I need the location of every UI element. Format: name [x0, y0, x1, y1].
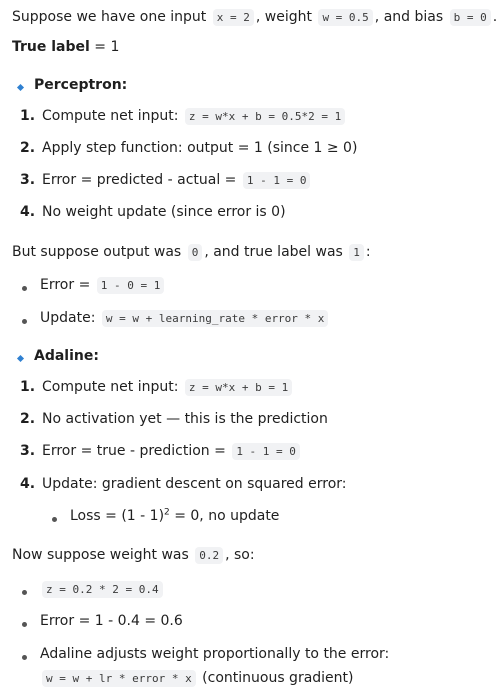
true-label-code: 1 — [349, 244, 364, 261]
step-text: Error = true - prediction = — [42, 443, 226, 459]
adjust-text: Adaline adjusts weight proportionally to the error: — [40, 646, 390, 662]
step-code: 1 - 1 = 0 — [243, 172, 311, 189]
suppose-weight-pre: Now suppose weight was — [12, 547, 189, 563]
step-text: No activation yet — this is the prediction — [42, 411, 328, 427]
adaline-loss-bullet — [48, 504, 492, 528]
step-number: 3. — [20, 172, 36, 188]
step-number: 2. — [20, 411, 36, 427]
suppose-weight-line — [12, 543, 492, 567]
adaline-title: Adaline: — [34, 348, 99, 364]
step-number: 1. — [20, 108, 36, 124]
intro-mid1: , weight — [255, 9, 312, 25]
step-text: Update: gradient descent on squared error: — [42, 476, 347, 492]
output-code: 0 — [188, 244, 203, 261]
step-number: 2. — [20, 140, 36, 156]
error-text: Error = — [40, 277, 91, 293]
perceptron-step-1 — [20, 104, 492, 128]
suppose-output-mid: , and true label was — [204, 244, 343, 260]
perceptron-title: Perceptron: — [34, 77, 128, 93]
input-x-code: x = 2 — [213, 9, 254, 26]
step-number: 1. — [20, 379, 36, 395]
adjust-bullet — [18, 642, 492, 666]
perceptron-step-4 — [20, 200, 492, 224]
error-code: 1 - 0 = 1 — [97, 277, 165, 294]
intro-line — [12, 5, 497, 29]
bias-code: b = 0 — [450, 9, 491, 26]
suppose-output-pre: But suppose output was — [12, 244, 182, 260]
update-code: w = w + learning_rate * error * x — [102, 310, 329, 327]
intro-mid2: , and bias — [374, 9, 444, 25]
adaline-step-2 — [20, 407, 492, 431]
adaline-step-3 — [20, 439, 492, 463]
adjust-note: (continuous gradient) — [202, 670, 354, 686]
loss-post: = 0, no update — [169, 508, 280, 524]
step-text: Compute net input: — [42, 108, 179, 124]
adaline-step-4 — [20, 472, 492, 496]
z-value-code: z = 0.2 * 2 = 0.4 — [42, 581, 163, 598]
final-error-bullet — [18, 609, 492, 633]
step-text: Apply step function: output = 1 (since 1 ≥ 0) — [42, 140, 358, 156]
loss-exponent: 2 — [164, 507, 170, 518]
step-code: z = w*x + b = 0.5*2 = 1 — [185, 108, 345, 125]
perceptron-step-2 — [20, 136, 492, 160]
suppose-output-end: : — [365, 244, 371, 260]
adjust-code: w = w + lr * error * x — [42, 670, 196, 687]
step-text: Compute net input: — [42, 379, 179, 395]
step-code: 1 - 1 = 0 — [232, 443, 300, 460]
suppose-weight-end: , so: — [225, 547, 255, 563]
step-number: 4. — [20, 204, 36, 220]
step-text: Error = predicted - actual = — [42, 172, 237, 188]
perceptron-heading — [14, 73, 492, 97]
weight-value-code: 0.2 — [195, 547, 223, 564]
perceptron-error-bullet — [18, 273, 492, 297]
perceptron-step-3 — [20, 168, 492, 192]
adaline-step-1 — [20, 375, 492, 399]
step-code: z = w*x + b = 1 — [185, 379, 292, 396]
adjust-formula-line — [40, 666, 492, 690]
z-value-bullet — [18, 577, 492, 601]
update-text: Update: — [40, 310, 96, 326]
true-label-title: True label — [12, 39, 90, 55]
intro-end: . — [492, 9, 497, 25]
suppose-output-line — [12, 240, 492, 264]
final-error-text: Error = 1 - 0.4 = 0.6 — [40, 613, 183, 629]
perceptron-update-bullet — [18, 306, 492, 330]
intro-pre: Suppose we have one input — [12, 9, 207, 25]
true-label-value: = 1 — [94, 39, 120, 55]
adaline-heading — [14, 344, 492, 368]
step-number: 4. — [20, 476, 36, 492]
step-text: No weight update (since error is 0) — [42, 204, 286, 220]
weight-code: w = 0.5 — [318, 9, 372, 26]
loss-pre: Loss = (1 - 1) — [70, 508, 165, 524]
step-number: 3. — [20, 443, 36, 459]
true-label-line — [12, 35, 492, 59]
